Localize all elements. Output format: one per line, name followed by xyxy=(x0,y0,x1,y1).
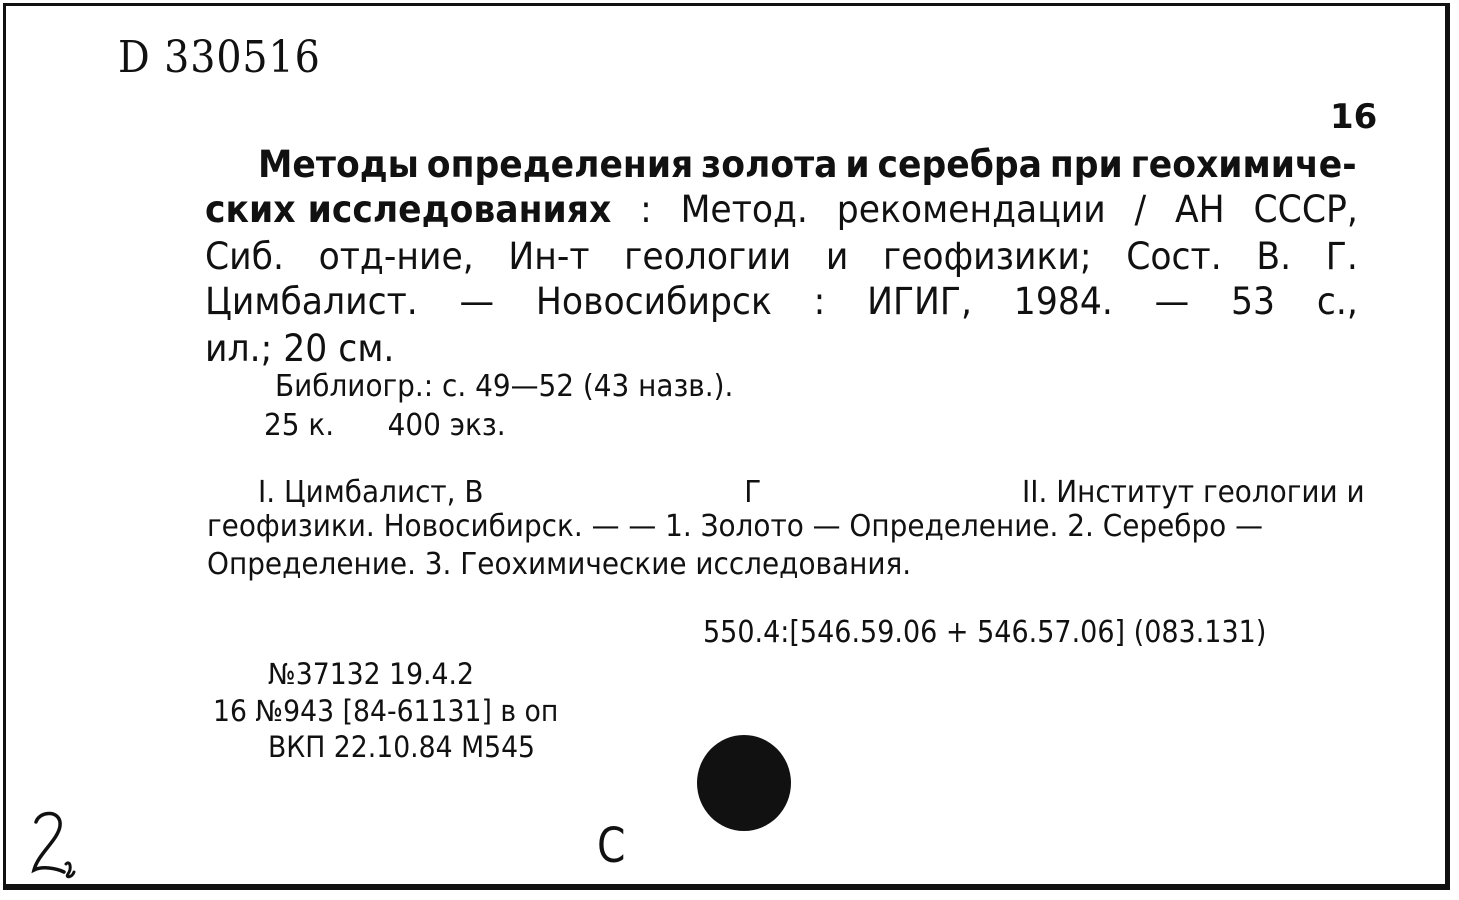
page-number: 16 xyxy=(1330,97,1378,137)
title-word: и xyxy=(825,235,849,278)
title-word: : xyxy=(640,188,652,231)
title-word: Метод. xyxy=(680,188,808,231)
title-word: Сост. xyxy=(1126,235,1222,278)
title-word: с., xyxy=(1316,280,1358,323)
letter-c: С xyxy=(597,818,626,874)
title-word: геохимиче- xyxy=(1130,143,1357,186)
punched-hole-dot xyxy=(697,735,791,831)
bibliography-note: Библиогр.: с. 49—52 (43 назв.). xyxy=(275,369,734,404)
heading-initial: Г xyxy=(744,475,762,510)
title-word: и xyxy=(845,143,870,186)
title-word: см. xyxy=(338,327,395,370)
title-word: : xyxy=(813,280,826,323)
title-line-5 xyxy=(205,327,395,370)
title-word: серебра xyxy=(877,143,1042,186)
title-word: АН xyxy=(1175,188,1225,231)
title-word: 20 xyxy=(283,327,328,370)
subject-headings-line-1 xyxy=(258,475,1365,510)
title-line-1 xyxy=(258,143,1357,186)
title-word: Ин-т xyxy=(508,235,590,278)
title-word: ских исследованиях xyxy=(205,188,612,231)
title-word: Цимбалист. xyxy=(205,280,418,323)
title-word: 1984. xyxy=(1013,280,1113,323)
title-word: — xyxy=(1154,280,1190,323)
price-line xyxy=(264,408,550,443)
accession-line-3: ВКП 22.10.84 М545 xyxy=(268,730,536,764)
accession-line-2: 16 №943 [84-61131] в оп xyxy=(213,694,559,728)
title-line-4 xyxy=(205,280,1358,323)
udc-classification: 550.4:[546.59.06 + 546.57.06] (083.131) xyxy=(703,615,1267,650)
title-word: ил.; xyxy=(205,327,273,370)
title-word: Сиб. xyxy=(205,235,284,278)
title-word: рекомендации xyxy=(836,188,1106,231)
accession-line-1: №37132 19.4.2 xyxy=(268,657,474,691)
title-word: СССР, xyxy=(1253,188,1358,231)
title-word: ИГИГ, xyxy=(867,280,973,323)
title-word: геологии xyxy=(624,235,792,278)
heading-author: I. Цимбалист, В xyxy=(258,475,484,510)
title-word: — xyxy=(459,280,495,323)
title-word: отд-ние, xyxy=(318,235,474,278)
handwritten-mark-icon xyxy=(28,808,80,880)
copies: 400 экз. xyxy=(387,408,506,443)
subject-headings-line-2: геофизики. Новосибирск. — — 1. Золото — Определение. 2. Серебро — xyxy=(207,509,1264,544)
title-line-3 xyxy=(205,235,1358,278)
heading-institute: II. Институт геологии и xyxy=(1022,475,1365,510)
title-word: 53 xyxy=(1231,280,1276,323)
subject-headings-line-3: Определение. 3. Геохимические исследования. xyxy=(207,547,912,582)
title-word: В. xyxy=(1256,235,1292,278)
title-word: при xyxy=(1049,143,1123,186)
title-word: Г. xyxy=(1325,235,1358,278)
title-word: / xyxy=(1134,188,1147,231)
title-word: определения xyxy=(426,143,694,186)
title-word: золота xyxy=(701,143,838,186)
title-word: геофизики; xyxy=(882,235,1092,278)
title-word: Методы xyxy=(258,143,419,186)
call-number: D 330516 xyxy=(118,32,321,83)
title-line-2 xyxy=(205,188,1358,231)
price: 25 к. xyxy=(264,408,335,443)
title-word: Новосибирск xyxy=(535,280,772,323)
